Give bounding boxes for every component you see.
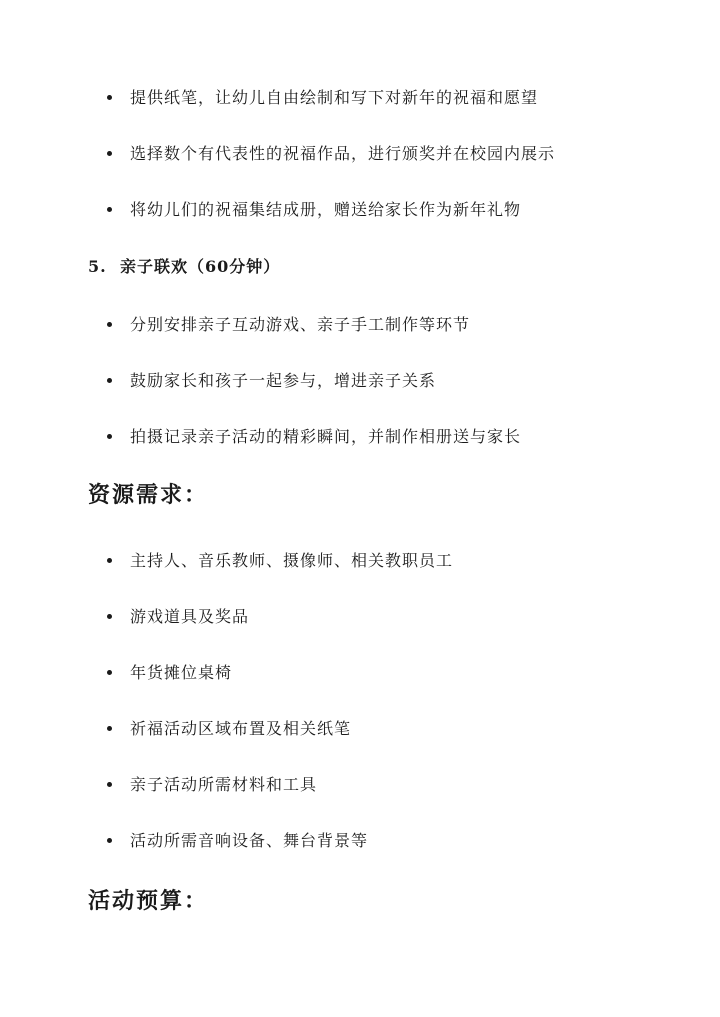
list-item (107, 550, 453, 572)
list-item-text: 提供纸笔，让幼儿自由绘制和写下对新年的祝福和愿望 (130, 88, 539, 107)
bullet-icon (107, 378, 112, 383)
section-heading-resources: 资源需求： (88, 482, 209, 508)
list-item-text: 拍摄记录亲子活动的精彩瞬间，并制作相册送与家长 (130, 427, 522, 446)
list-item-text: 主持人、音乐教师、摄像师、相关教职员工 (130, 551, 454, 570)
heading-title: 亲子联欢（60分钟） (120, 257, 281, 276)
heading-number: 5. (88, 257, 107, 276)
list-item-text: 祈福活动区域布置及相关纸笔 (130, 719, 352, 738)
list-item-text: 亲子活动所需材料和工具 (130, 775, 318, 794)
section-heading-budget: 活动预算： (88, 888, 209, 914)
list-item (107, 199, 521, 221)
list-item-text: 选择数个有代表性的祝福作品，进行颁奖并在校园内展示 (130, 144, 556, 163)
bullet-icon (107, 838, 112, 843)
list-item (107, 606, 249, 628)
list-item (107, 87, 538, 109)
bullet-icon (107, 670, 112, 675)
list-item (107, 426, 521, 448)
bullet-icon (107, 614, 112, 619)
bullet-icon (107, 434, 112, 439)
list-item (107, 143, 555, 165)
list-item-text: 年货摊位桌椅 (130, 663, 233, 682)
list-item (107, 314, 470, 336)
list-item (107, 774, 317, 796)
bullet-icon (107, 207, 112, 212)
bullet-icon (107, 558, 112, 563)
bullet-icon (107, 322, 112, 327)
list-item (107, 370, 436, 392)
list-item-text: 分别安排亲子互动游戏、亲子手工制作等环节 (130, 315, 471, 334)
bullet-icon (107, 726, 112, 731)
bullet-icon (107, 151, 112, 156)
list-item (107, 662, 232, 684)
list-item-text: 将幼儿们的祝福集结成册，赠送给家长作为新年礼物 (130, 200, 522, 219)
bullet-icon (107, 782, 112, 787)
list-item-text: 游戏道具及奖品 (130, 607, 250, 626)
bullet-icon (107, 95, 112, 100)
list-item-text: 活动所需音响设备、舞台背景等 (130, 831, 369, 850)
list-item (107, 718, 351, 740)
numbered-heading (88, 256, 280, 278)
list-item-text: 鼓励家长和孩子一起参与，增进亲子关系 (130, 371, 437, 390)
list-item (107, 830, 368, 852)
